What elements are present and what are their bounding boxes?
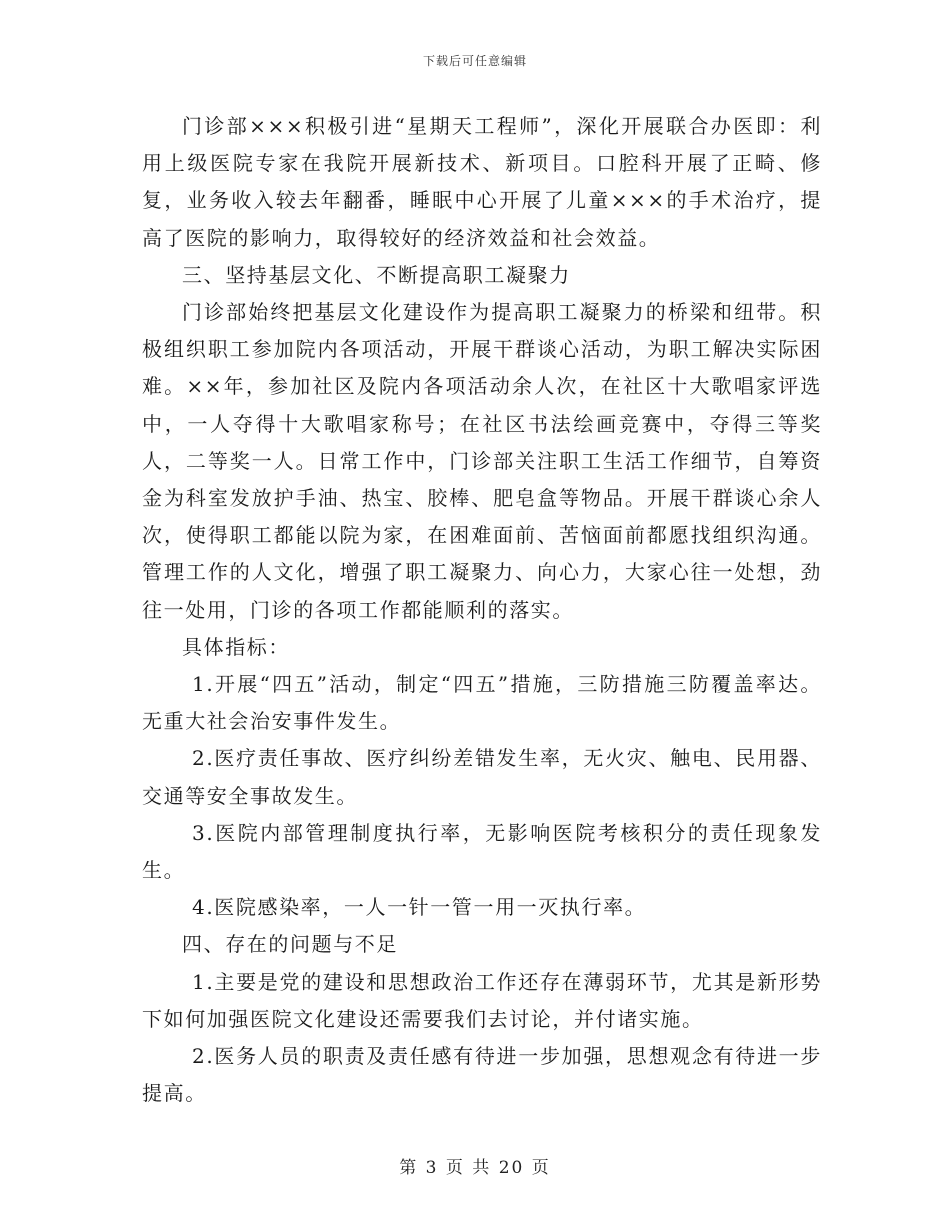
indicators-heading: 具体指标： [182, 634, 290, 659]
section-heading-four: 四、存在的问题与不足 [182, 932, 398, 957]
paragraph-culture: 门诊部始终把基层文化建设作为提高职工凝聚力的桥梁和纽带。积极组织职工参加院内各项活动，开展干群谈心活动，为职工解决实际困难。××年，参加社区及院内各项活动余人次，在社区十大歌唱家评选中，一人夺得十大歌唱家称号；在社区书法绘画竞赛中，夺得三等奖人，二等奖一人。日常工作中，门诊部关注职工生活工作细节，自筹资金为科室发放护手油、热宝、胶棒、肥皂盒等物品。开展干群谈心余人次，使得职工都能以院为家，在困难面前、苦恼面前都愿找组织沟通。管理工作的人文化，增强了职工凝聚力、向心力，大家心往一处想，劲往一处用，门诊的各项工作都能顺利的落实。 [142, 300, 822, 622]
problem-item-1: 1.主要是党的建设和思想政治工作还存在薄弱环节，尤其是新形势下如何加强医院文化建设还需要我们去讨论，并付诸实施。 [142, 969, 822, 1031]
page-header: 下载后可任意编辑 [422, 54, 527, 68]
indicator-item-3: 3.医院内部管理制度执行率，无影响医院考核积分的责任现象发生。 [142, 820, 822, 883]
section-heading-three: 三、坚持基层文化、不断提高职工凝聚力 [182, 262, 571, 287]
indicator-item-2: 2.医疗责任事故、医疗纠纷差错发生率，无火灾、触电、民用器、交通等安全事故发生。 [142, 746, 822, 808]
indicator-item-4: 4.医院感染率，一人一针一管一用一灭执行率。 [192, 895, 647, 920]
page-footer: 第 3 页 共 20 页 [399, 1158, 551, 1178]
document-body [142, 108, 822, 1112]
paragraph-outpatient-engineers: 门诊部×××积极引进“星期天工程师”，深化开展联合办医即：利用上级医院专家在我院开展新技术、新项目。口腔科开展了正畸、修复，业务收入较去年翻番，睡眠中心开展了儿童×××的手术治疗，提高了医院的影响力，取得较好的经济效益和社会效益。 [142, 114, 822, 250]
problem-item-2: 2.医务人员的职责及责任感有待进一步加强，思想观念有待进一步提高。 [142, 1044, 822, 1106]
indicator-item-1: 1.开展“四五”活动，制定“四五”措施，三防措施三防覆盖率达。无重大社会治安事件发生。 [142, 672, 822, 734]
